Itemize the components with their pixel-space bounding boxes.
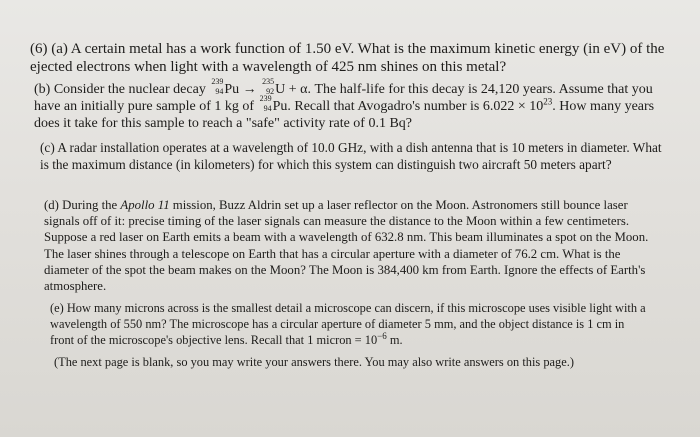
micron-exponent: −6 (377, 330, 387, 341)
avogadro-exponent: 23 (543, 96, 553, 107)
u-symbol: U (275, 82, 286, 97)
pu-mass-number: 239 (211, 77, 224, 86)
u-atomic-number: 92 (266, 87, 275, 96)
pu-mass-number-2: 239 (259, 94, 272, 103)
pu-symbol-2: Pu (272, 99, 288, 114)
q6b-text-2: + α. The half-life for this decay is 24,120 years. Assume that you have an initially pure sample of 1 kg of (34, 82, 653, 114)
q6e-text-1: (e) How many microns across is the smallest detail a microscope can discern, if this microscope uses visible light with a wavelength of 550 nm? The microscope has a circular aperture of diameter 5 mm, and the object distance is 1 cm in front of the microscope's objective lens. Recall that 1 micron = 10 (50, 301, 646, 347)
q6b-text-1: (b) Consider the nuclear decay (34, 82, 210, 97)
u-mass-number: 235 (262, 77, 275, 86)
pu-atomic-number-2: 94 (263, 104, 272, 113)
answer-space-note: (The next page is blank, so you may write your answers there. You may also write answers on this page.) (54, 355, 574, 369)
question-6e (50, 300, 650, 348)
apollo-mission-name: Apollo 11 (120, 198, 170, 212)
pu-atomic-number: 94 (215, 87, 224, 96)
pu-nuclide-notation-2 (258, 94, 272, 113)
q6d-text-1: (d) During the (44, 198, 121, 212)
question-6b (34, 77, 674, 132)
q6d-text-2: mission, Buzz Aldrin set up a laser reflector on the Moon. Astronomers still bounce laser signals off of it: precise timing of the laser signals can measure the distance to the Moon within a few centimeters. Suppose a red laser on Earth emits a beam with a wavelength of 632.8 nm. This beam illuminates a spot on the Moon. The laser shines through a telescope on Earth that has a circular aperture with a diameter of 76.2 cm. What is the diameter of the spot the beam makes on the Moon? The Moon is 384,400 km from Earth. Ignore the effects of Earth's atmosphere. (44, 198, 649, 294)
question-6d (44, 197, 662, 294)
q6b-text-3: . Recall that Avogadro's number is 6.022 × 10 (287, 99, 544, 114)
pu-nuclide-notation (209, 77, 224, 96)
q6e-text-2: m. (386, 333, 403, 347)
pu-symbol: Pu (224, 82, 240, 97)
question-6a: (6) (a) A certain metal has a work function of 1.50 eV. What is the maximum kinetic energy (in eV) of the ejected electrons when light with a wavelength of 425 nm shines on this metal? (30, 41, 665, 75)
decay-arrow: → (239, 82, 261, 97)
question-6c: (c) A radar installation operates at a wavelength of 10.0 GHz, with a dish antenna that is 10 meters in diameter. What is the maximum distance (in kilometers) for which this system can distinguish two aircraft 50 meters apart? (40, 140, 662, 172)
q6b-text-4: . How many years does it take for this sample to reach a "safe" activity rate of 0.1 Bq? (34, 99, 655, 131)
